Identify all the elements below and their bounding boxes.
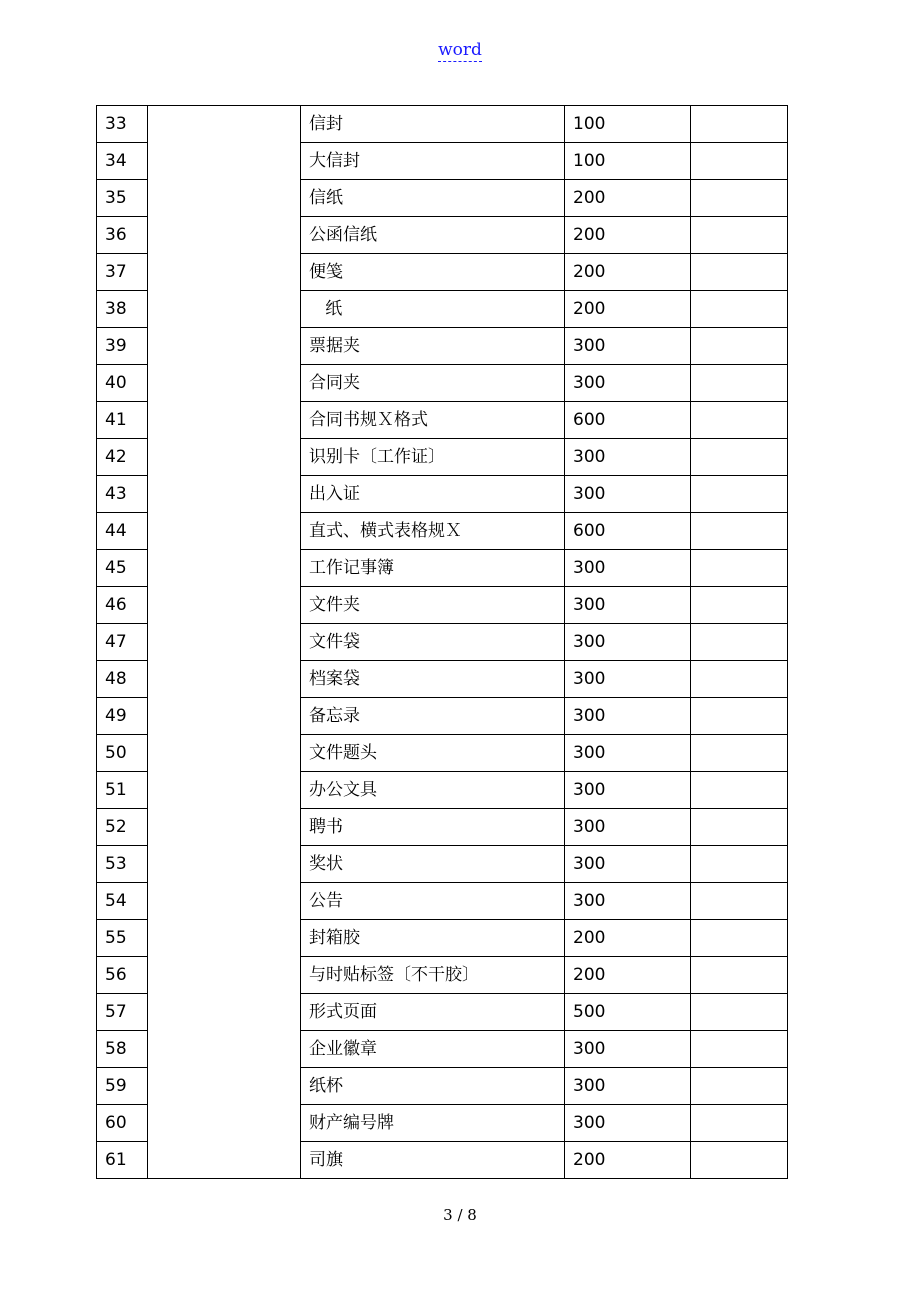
remarks-cell (691, 254, 788, 291)
row-number-cell: 59 (97, 1068, 148, 1105)
remarks-cell (691, 772, 788, 809)
remarks-cell (691, 957, 788, 994)
item-name-cell: 信封 (301, 106, 565, 143)
row-number-cell: 44 (97, 513, 148, 550)
quantity-cell: 300 (565, 846, 691, 883)
quantity-cell: 600 (565, 513, 691, 550)
quantity-cell: 300 (565, 809, 691, 846)
row-number-cell: 41 (97, 402, 148, 439)
category-cell (148, 106, 301, 1179)
row-number-cell: 43 (97, 476, 148, 513)
header-word-link[interactable]: word (438, 40, 482, 60)
remarks-cell (691, 1031, 788, 1068)
page-number: 3 / 8 (443, 1206, 477, 1224)
quantity-cell: 300 (565, 1031, 691, 1068)
item-name-cell: 财产编号牌 (301, 1105, 565, 1142)
table-row (97, 106, 788, 143)
row-number-cell: 35 (97, 180, 148, 217)
item-name-cell: 公函信纸 (301, 217, 565, 254)
item-name-cell: 识别卡〔工作证〕 (301, 439, 565, 476)
row-number-cell: 42 (97, 439, 148, 476)
quantity-cell: 300 (565, 772, 691, 809)
quantity-cell: 300 (565, 624, 691, 661)
quantity-cell: 300 (565, 698, 691, 735)
row-number-cell: 57 (97, 994, 148, 1031)
item-name-cell: 企业徽章 (301, 1031, 565, 1068)
remarks-cell (691, 217, 788, 254)
item-name-cell: 直式、横式表格规Ｘ (301, 513, 565, 550)
row-number-cell: 56 (97, 957, 148, 994)
remarks-cell (691, 513, 788, 550)
row-number-cell: 33 (97, 106, 148, 143)
row-number-cell: 37 (97, 254, 148, 291)
remarks-cell (691, 624, 788, 661)
remarks-cell (691, 1068, 788, 1105)
row-number-cell: 40 (97, 365, 148, 402)
row-number-cell: 54 (97, 883, 148, 920)
item-name-cell: 司旗 (301, 1142, 565, 1179)
remarks-cell (691, 365, 788, 402)
row-number-cell: 39 (97, 328, 148, 365)
remarks-cell (691, 587, 788, 624)
row-number-cell: 60 (97, 1105, 148, 1142)
remarks-cell (691, 328, 788, 365)
item-name-cell: 纸杯 (301, 1068, 565, 1105)
remarks-cell (691, 1105, 788, 1142)
quantity-cell: 300 (565, 328, 691, 365)
remarks-cell (691, 883, 788, 920)
quantity-cell: 200 (565, 254, 691, 291)
row-number-cell: 55 (97, 920, 148, 957)
remarks-cell (691, 698, 788, 735)
row-number-cell: 48 (97, 661, 148, 698)
quantity-cell: 600 (565, 402, 691, 439)
quantity-cell: 200 (565, 217, 691, 254)
item-name-cell: 聘书 (301, 809, 565, 846)
item-name-cell: 工作记事簿 (301, 550, 565, 587)
quantity-cell: 300 (565, 735, 691, 772)
quantity-cell: 300 (565, 476, 691, 513)
item-name-cell: 出入证 (301, 476, 565, 513)
row-number-cell: 34 (97, 143, 148, 180)
quantity-cell: 300 (565, 1068, 691, 1105)
quantity-cell: 300 (565, 587, 691, 624)
quantity-cell: 300 (565, 365, 691, 402)
remarks-cell (691, 550, 788, 587)
items-table-body (97, 106, 788, 1179)
item-name-cell: 合同夹 (301, 365, 565, 402)
remarks-cell (691, 846, 788, 883)
row-number-cell: 49 (97, 698, 148, 735)
item-name-cell: 封箱胶 (301, 920, 565, 957)
item-name-cell: 便笺 (301, 254, 565, 291)
quantity-cell: 300 (565, 550, 691, 587)
row-number-cell: 51 (97, 772, 148, 809)
items-table (96, 105, 788, 1179)
item-name-cell: 办公文具 (301, 772, 565, 809)
row-number-cell: 36 (97, 217, 148, 254)
quantity-cell: 200 (565, 957, 691, 994)
row-number-cell: 58 (97, 1031, 148, 1068)
quantity-cell: 300 (565, 883, 691, 920)
remarks-cell (691, 994, 788, 1031)
remarks-cell (691, 106, 788, 143)
item-name-cell: 大信封 (301, 143, 565, 180)
item-name-cell: 奖状 (301, 846, 565, 883)
quantity-cell: 200 (565, 920, 691, 957)
quantity-cell: 200 (565, 291, 691, 328)
item-name-cell: 合同书规Ｘ格式 (301, 402, 565, 439)
row-number-cell: 38 (97, 291, 148, 328)
row-number-cell: 45 (97, 550, 148, 587)
row-number-cell: 46 (97, 587, 148, 624)
remarks-cell (691, 143, 788, 180)
item-name-cell: 文件袋 (301, 624, 565, 661)
remarks-cell (691, 735, 788, 772)
item-name-cell: 文件题头 (301, 735, 565, 772)
remarks-cell (691, 809, 788, 846)
row-number-cell: 52 (97, 809, 148, 846)
item-name-cell: 纸 (301, 291, 565, 328)
remarks-cell (691, 291, 788, 328)
item-name-cell: 与时贴标签〔不干胶〕 (301, 957, 565, 994)
remarks-cell (691, 439, 788, 476)
remarks-cell (691, 476, 788, 513)
remarks-cell (691, 180, 788, 217)
row-number-cell: 47 (97, 624, 148, 661)
item-name-cell: 公告 (301, 883, 565, 920)
quantity-cell: 300 (565, 1105, 691, 1142)
quantity-cell: 300 (565, 439, 691, 476)
quantity-cell: 500 (565, 994, 691, 1031)
item-name-cell: 信纸 (301, 180, 565, 217)
remarks-cell (691, 402, 788, 439)
quantity-cell: 300 (565, 661, 691, 698)
remarks-cell (691, 920, 788, 957)
quantity-cell: 200 (565, 180, 691, 217)
remarks-cell (691, 661, 788, 698)
row-number-cell: 53 (97, 846, 148, 883)
remarks-cell (691, 1142, 788, 1179)
item-name-cell: 形式页面 (301, 994, 565, 1031)
quantity-cell: 200 (565, 1142, 691, 1179)
row-number-cell: 50 (97, 735, 148, 772)
item-name-cell: 票据夹 (301, 328, 565, 365)
item-name-cell: 文件夹 (301, 587, 565, 624)
item-name-cell: 备忘录 (301, 698, 565, 735)
quantity-cell: 100 (565, 106, 691, 143)
row-number-cell: 61 (97, 1142, 148, 1179)
page-header (0, 40, 920, 60)
quantity-cell: 100 (565, 143, 691, 180)
item-name-cell: 档案袋 (301, 661, 565, 698)
